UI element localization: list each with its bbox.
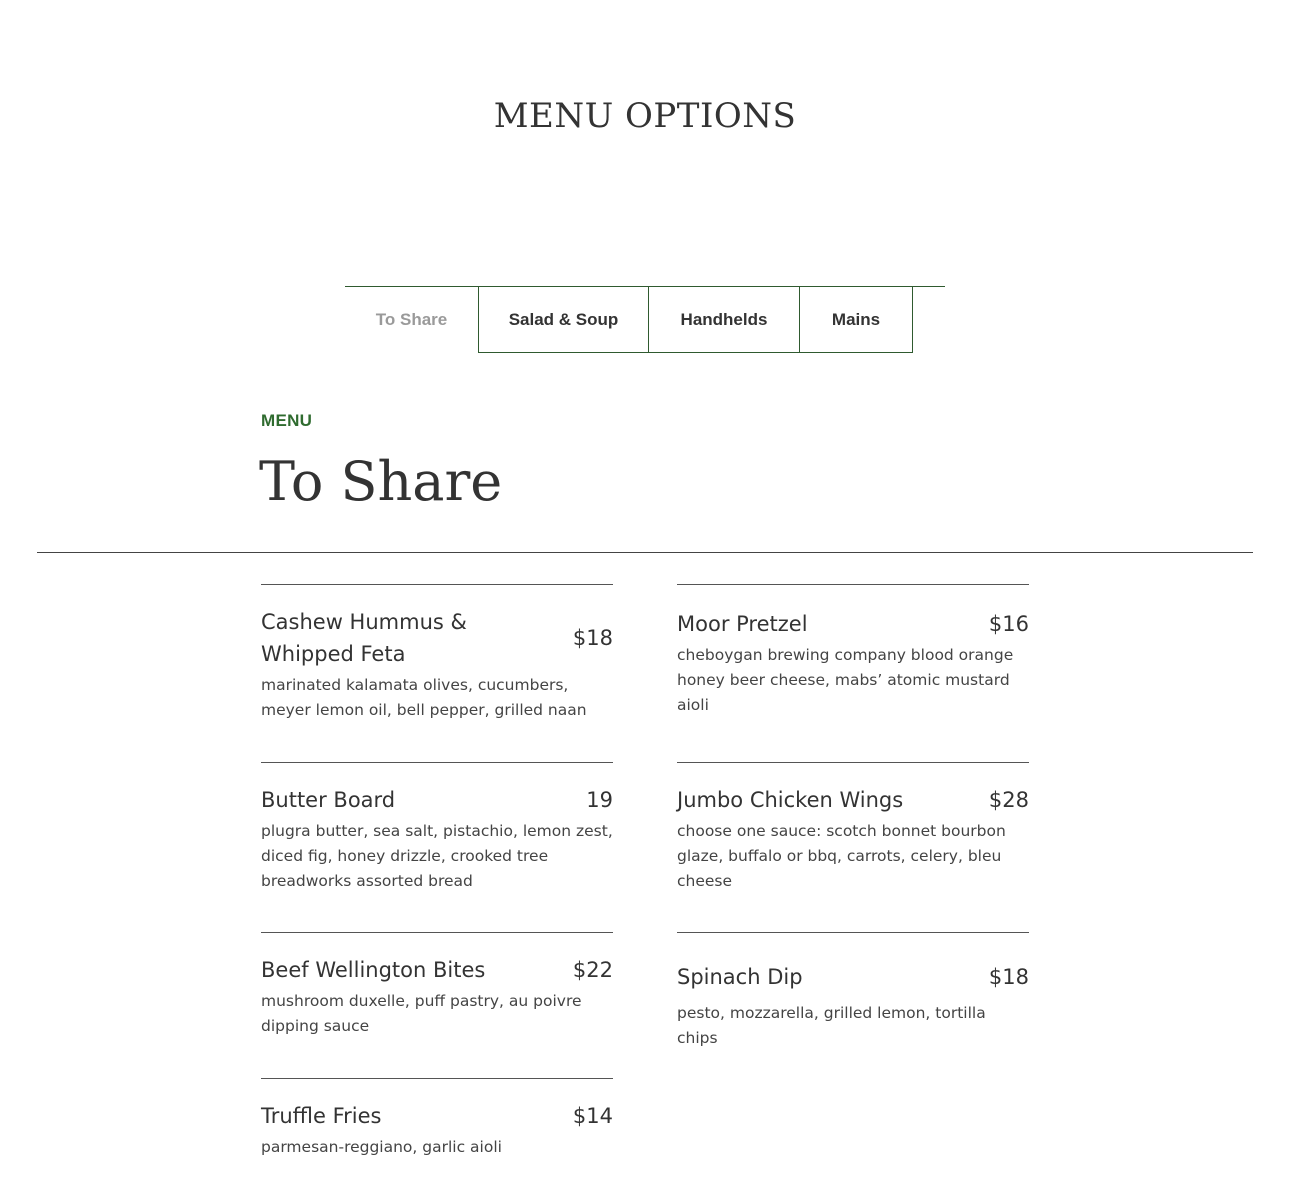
page-title: MENU OPTIONS: [493, 96, 797, 136]
menu-item-truffle-fries: [261, 1078, 613, 1160]
item-name: Truffle Fries: [261, 1104, 382, 1128]
tab-to-share[interactable]: To Share: [375, 309, 448, 329]
section-eyebrow: MENU: [261, 411, 313, 430]
item-description: pesto, mozzarella, grilled lemon, tortilla chips: [677, 1004, 986, 1047]
menu-item-cashew-hummus: [261, 584, 613, 723]
item-price: 19: [586, 788, 613, 812]
item-description: mushroom duxelle, puff pastry, au poivre dipping sauce: [261, 992, 582, 1035]
menu-item-moor-pretzel: [677, 584, 1029, 718]
menu-item-spinach-dip: [677, 932, 1029, 1051]
tab-handhelds[interactable]: Handhelds: [649, 286, 800, 353]
item-price: $14: [572, 1104, 613, 1128]
item-description: cheboygan brewing company blood orange honey beer cheese, mabs’ atomic mustard aioli: [677, 646, 1014, 714]
item-description: plugra butter, sea salt, pistachio, lemon zest, diced fig, honey drizzle, crooked tree breadworks assorted bread: [261, 822, 613, 890]
item-name: Beef Wellington Bites: [261, 958, 486, 982]
section-heading: To Share: [259, 450, 503, 513]
item-name: Moor Pretzel: [677, 612, 808, 636]
item-name: Cashew Hummus & Whipped Feta: [261, 610, 467, 666]
menu-tabs: [345, 286, 913, 353]
item-name: Jumbo Chicken Wings: [677, 788, 904, 812]
item-description: choose one sauce: scotch bonnet bourbon glaze, buffalo or bbq, carrots, celery, bleu cheese: [677, 822, 1006, 890]
item-description: marinated kalamata olives, cucumbers, meyer lemon oil, bell pepper, grilled naan: [261, 676, 587, 719]
item-name: Butter Board: [261, 788, 396, 812]
item-name: Spinach Dip: [677, 965, 803, 989]
tab-mains[interactable]: Mains: [800, 286, 913, 353]
item-price: $18: [988, 965, 1029, 989]
item-price: $18: [572, 626, 613, 650]
section-divider: [37, 552, 1253, 553]
item-price: $22: [572, 958, 613, 982]
menu-item-beef-wellington-bites: [261, 932, 613, 1039]
item-price: $28: [988, 788, 1029, 812]
item-price: $16: [988, 612, 1029, 636]
item-description: parmesan-reggiano, garlic aioli: [261, 1138, 502, 1156]
tab-salad-soup[interactable]: Salad & Soup: [478, 286, 649, 353]
menu-item-butter-board: [261, 762, 613, 894]
menu-item-jumbo-chicken-wings: [677, 762, 1029, 894]
